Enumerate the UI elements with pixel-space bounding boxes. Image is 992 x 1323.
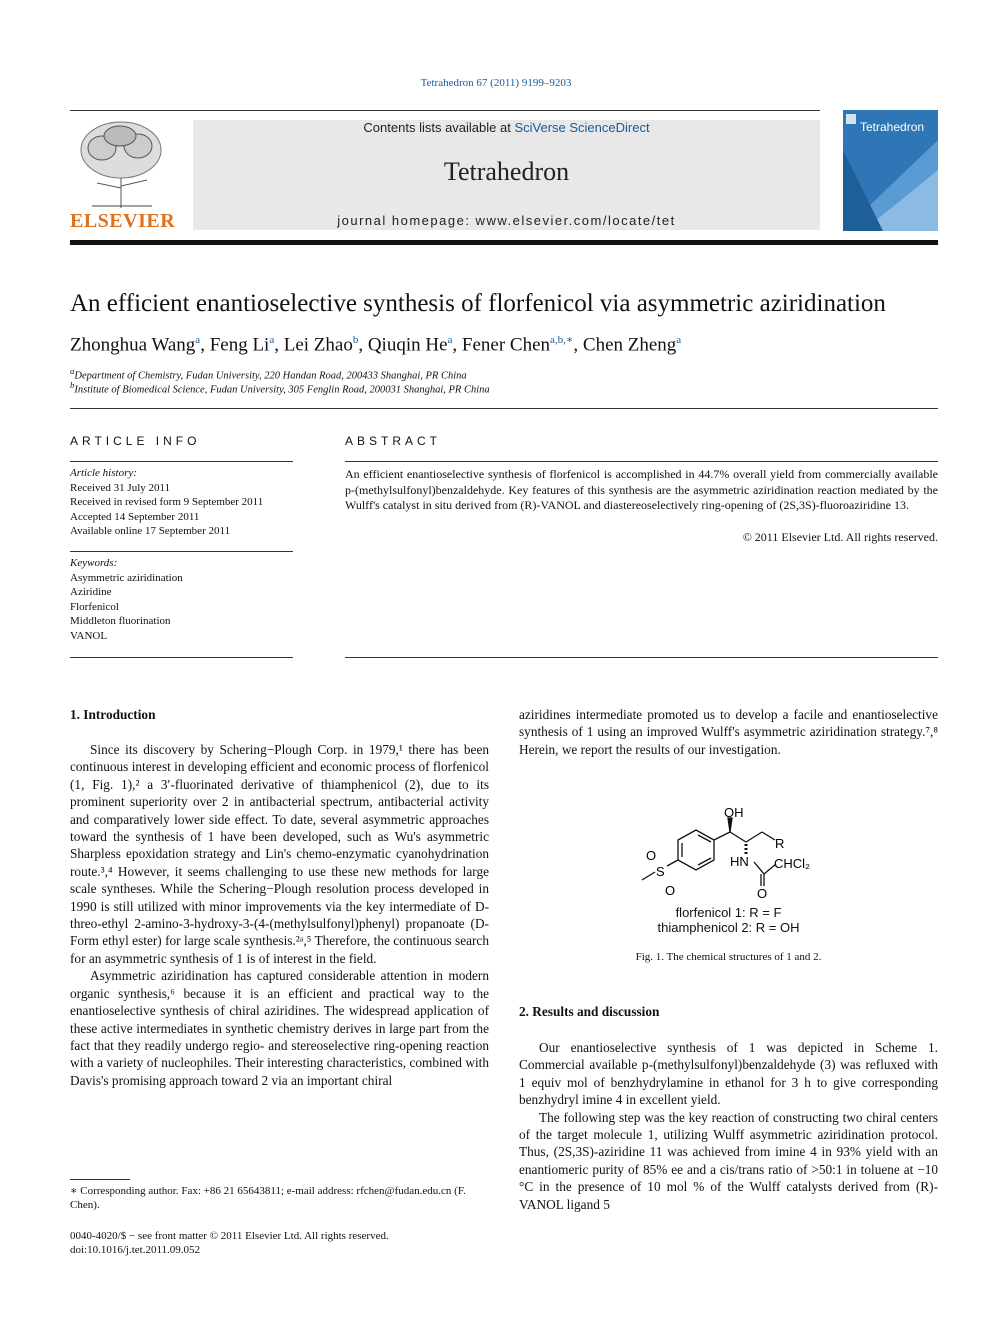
divider (70, 551, 293, 552)
results-column (519, 1039, 938, 1213)
footnote-rule (70, 1179, 130, 1180)
keyword: Middleton fluorination (70, 615, 171, 627)
section-heading-introduction: 1. Introduction (70, 707, 156, 722)
keyword: Asymmetric aziridination (70, 571, 183, 584)
author-affil-sup[interactable]: a (676, 334, 682, 346)
author: Lei Zhao (283, 334, 353, 356)
intro-column-left (70, 741, 489, 1089)
author: Qiuqin He (367, 334, 448, 356)
figure-caption: Fig. 1. The chemical structures of 1 and 2. (635, 951, 822, 963)
article-title: An efficient enantioselective synthesis of florfenicol via asymmetric aziridination (70, 290, 886, 317)
history-label: Article history: (70, 467, 137, 479)
intro-column-right (519, 706, 938, 758)
hn-label: HN (730, 854, 749, 869)
author: Feng Li (209, 334, 270, 356)
affiliation-b (70, 380, 490, 396)
paragraph: The following step was the key reaction of constructing two chiral centers of the target molecule 1, utilizing Wulff asymmetric aziridination protocol. Thus, (2S,3S)-aziridine 11 was achieved from imine 4 in 93% yield with an enantiomeric purity of 85% ee and a cis/trans ratio of >50:1 in toluene at −10 °C in the presence of 10 mol % of the Wulff catalysts derived from (R)-VANOL ligand 5 (519, 1109, 938, 1212)
abstract-heading: ABSTRACT (345, 434, 442, 448)
keywords-label: Keywords: (70, 557, 118, 569)
sulfur-label: S (656, 864, 665, 879)
affil-text: Institute of Biomedical Science, Fudan University, 305 Fenglin Road, 200031 Shanghai, PR China (74, 384, 490, 396)
carbonyl-o-label: O (757, 886, 768, 901)
sciencedirect-link[interactable]: SciVerse ScienceDirect (514, 120, 650, 135)
corresponding-author-note: ∗ Corresponding author. Fax: +86 21 65643811; e-mail address: rfchen@fudan.edu.cn (F. Chen). (70, 1185, 466, 1211)
contents-line (193, 120, 820, 135)
divider (70, 408, 938, 409)
figure-label-thiamphenicol: thiamphenicol 2: R = OH (657, 920, 800, 935)
history-item: Accepted 14 September 2011 (70, 510, 200, 523)
author: Fener Chen (461, 334, 551, 356)
history-item: Received in revised form 9 September 2011 (70, 496, 264, 508)
keyword: Florfenicol (70, 600, 119, 613)
keyword: VANOL (70, 629, 108, 642)
history-item: Received 31 July 2011 (70, 481, 171, 494)
contents-prefix: Contents lists available at (363, 120, 515, 135)
abstract-text: An efficient enantioselective synthesis of florfenicol is accomplished in 44.7% overall yield from commercially available p-(methylsulfonyl)benzaldehyde. Key features of this synthesis are the asymmetric aziridination reaction mediated by the Wulff's catalyst in situ derived from (R)-VANOL and diastereoselectively ring-opening of (2S,3S)-fluoroaziridine 13. (345, 467, 938, 512)
journal-homepage[interactable]: journal homepage: www.elsevier.com/locate/tet (337, 213, 676, 228)
journal-title: Tetrahedron (443, 157, 570, 186)
elsevier-tree-logo (72, 118, 170, 210)
journal-reference[interactable]: Tetrahedron 67 (2011) 9199–9203 (420, 77, 572, 89)
paragraph: Since its discovery by Schering−Plough Corp. in 1979,¹ there has been continuous interest in developing efficient and economic process of florfenicol (1, Fig. 1),² a 3′-fluorinated derivative of thiamphenicol (2), due to its prominent superiority over 2 in antibacterial spectrum, antibacterial activity and comparatively lower side effect. To date, several asymmetric approaches toward the synthesis of 1 have been developed, such as Wu's asymmetric Sharpless epoxidation strategy and Lin's chemo-enzymatic cyanohydrination route.³,⁴ However, it seems challenging to use these new methods for large scale syntheses. While the Schering−Plough resolution process developed in 1990 is still utilized with minor improvements via the key intermediate of D-threo-ethyl 2-amino-3-hydroxy-3-(4-(methylsulfonyl)phenyl) propanoate (D-Form ethyl ester) for large scale synthesis.²ᵃ,⁵ Therefore, the continuous search for an asymmetric synthesis of 1 is of interest in the field. (70, 742, 489, 966)
affil-text: Department of Chemistry, Fudan University, 220 Handan Road, 200433 Shanghai, PR China (74, 370, 467, 382)
section-heading-results: 2. Results and discussion (519, 1004, 660, 1019)
author-list: Zhonghua Wang$^a$, Feng Li$^a$, Lei Zhao$^b$, Qiuqin He$^a$, Fener Chen$^{a,b,∗}$, Chen Zheng$^a$ (70, 334, 682, 356)
issn-line: 0040-4020/$ − see front matter © 2011 Elsevier Ltd. All rights reserved. (70, 1230, 389, 1242)
article-history (70, 466, 293, 539)
keywords (70, 556, 293, 643)
sulfonyl-o-label: O (646, 848, 657, 863)
oh-label: OH (724, 805, 744, 820)
author-affil-sup[interactable]: b (352, 334, 359, 346)
r-label: R (775, 836, 785, 851)
author: Chen Zheng (582, 334, 677, 356)
history-item: Available online 17 September 2011 (70, 525, 231, 537)
author-affil-sup[interactable]: a (269, 334, 275, 346)
sulfonyl-o-label: O (665, 883, 676, 898)
benzene-ring (678, 830, 714, 870)
copyright: © 2011 Elsevier Ltd. All rights reserved. (742, 530, 938, 544)
divider (70, 461, 293, 462)
keyword: Aziridine (70, 586, 112, 598)
author-affil-sup[interactable]: a,b,∗ (550, 334, 574, 346)
header-rule (70, 110, 820, 111)
author-affil-sup[interactable]: a (447, 334, 453, 346)
affil-sup: a (70, 366, 75, 376)
paragraph: aziridines intermediate promoted us to develop a facile and enantioselective synthesis of 1 using an improved Wulff's asymmetric aziridination strategy.⁷,⁸ Herein, we report the results of our investigation. (519, 707, 938, 757)
author: Zhonghua Wang (70, 334, 196, 356)
paragraph: Our enantioselective synthesis of 1 was depicted in Scheme 1. Commercial available p-(methylsulfonyl)benzaldehyde (3) was refluxed with 1 equiv mol of benzhydrylamine in ethanol for 3 h to give corresponding benzhydryl imine 4 in excellent yield. (519, 1040, 938, 1108)
affil-sup: b (70, 380, 75, 390)
author-affil-sup[interactable]: a (195, 334, 201, 346)
divider (70, 657, 293, 658)
divider (345, 657, 938, 658)
figure-label-florfenicol: florfenicol 1: R = F (675, 905, 782, 920)
cover-title: Tetrahedron (860, 120, 925, 134)
paragraph: Asymmetric aziridination has captured considerable attention in modern organic synthesis,⁶ because it is an efficient and practical way to the enantioselective synthesis of chiral aziridines. The widespread application of these active intermediates in synthetic chemistry derives in large part from the fact that they readily undergo regio- and stereoselective ring-opening reaction with a variety of nucleophiles. Their interesting characteristics, combined with Davis's promising approach toward 2 via an important chiral (70, 968, 489, 1088)
elsevier-logo-text: ELSEVIER (70, 210, 176, 232)
doi-line[interactable]: doi:10.1016/j.tet.2011.09.052 (70, 1244, 201, 1256)
article-info-heading: ARTICLE INFO (70, 434, 201, 448)
chcl2-label: CHCl₂ (774, 856, 811, 871)
header-thick-rule (70, 240, 938, 245)
divider (345, 461, 938, 462)
